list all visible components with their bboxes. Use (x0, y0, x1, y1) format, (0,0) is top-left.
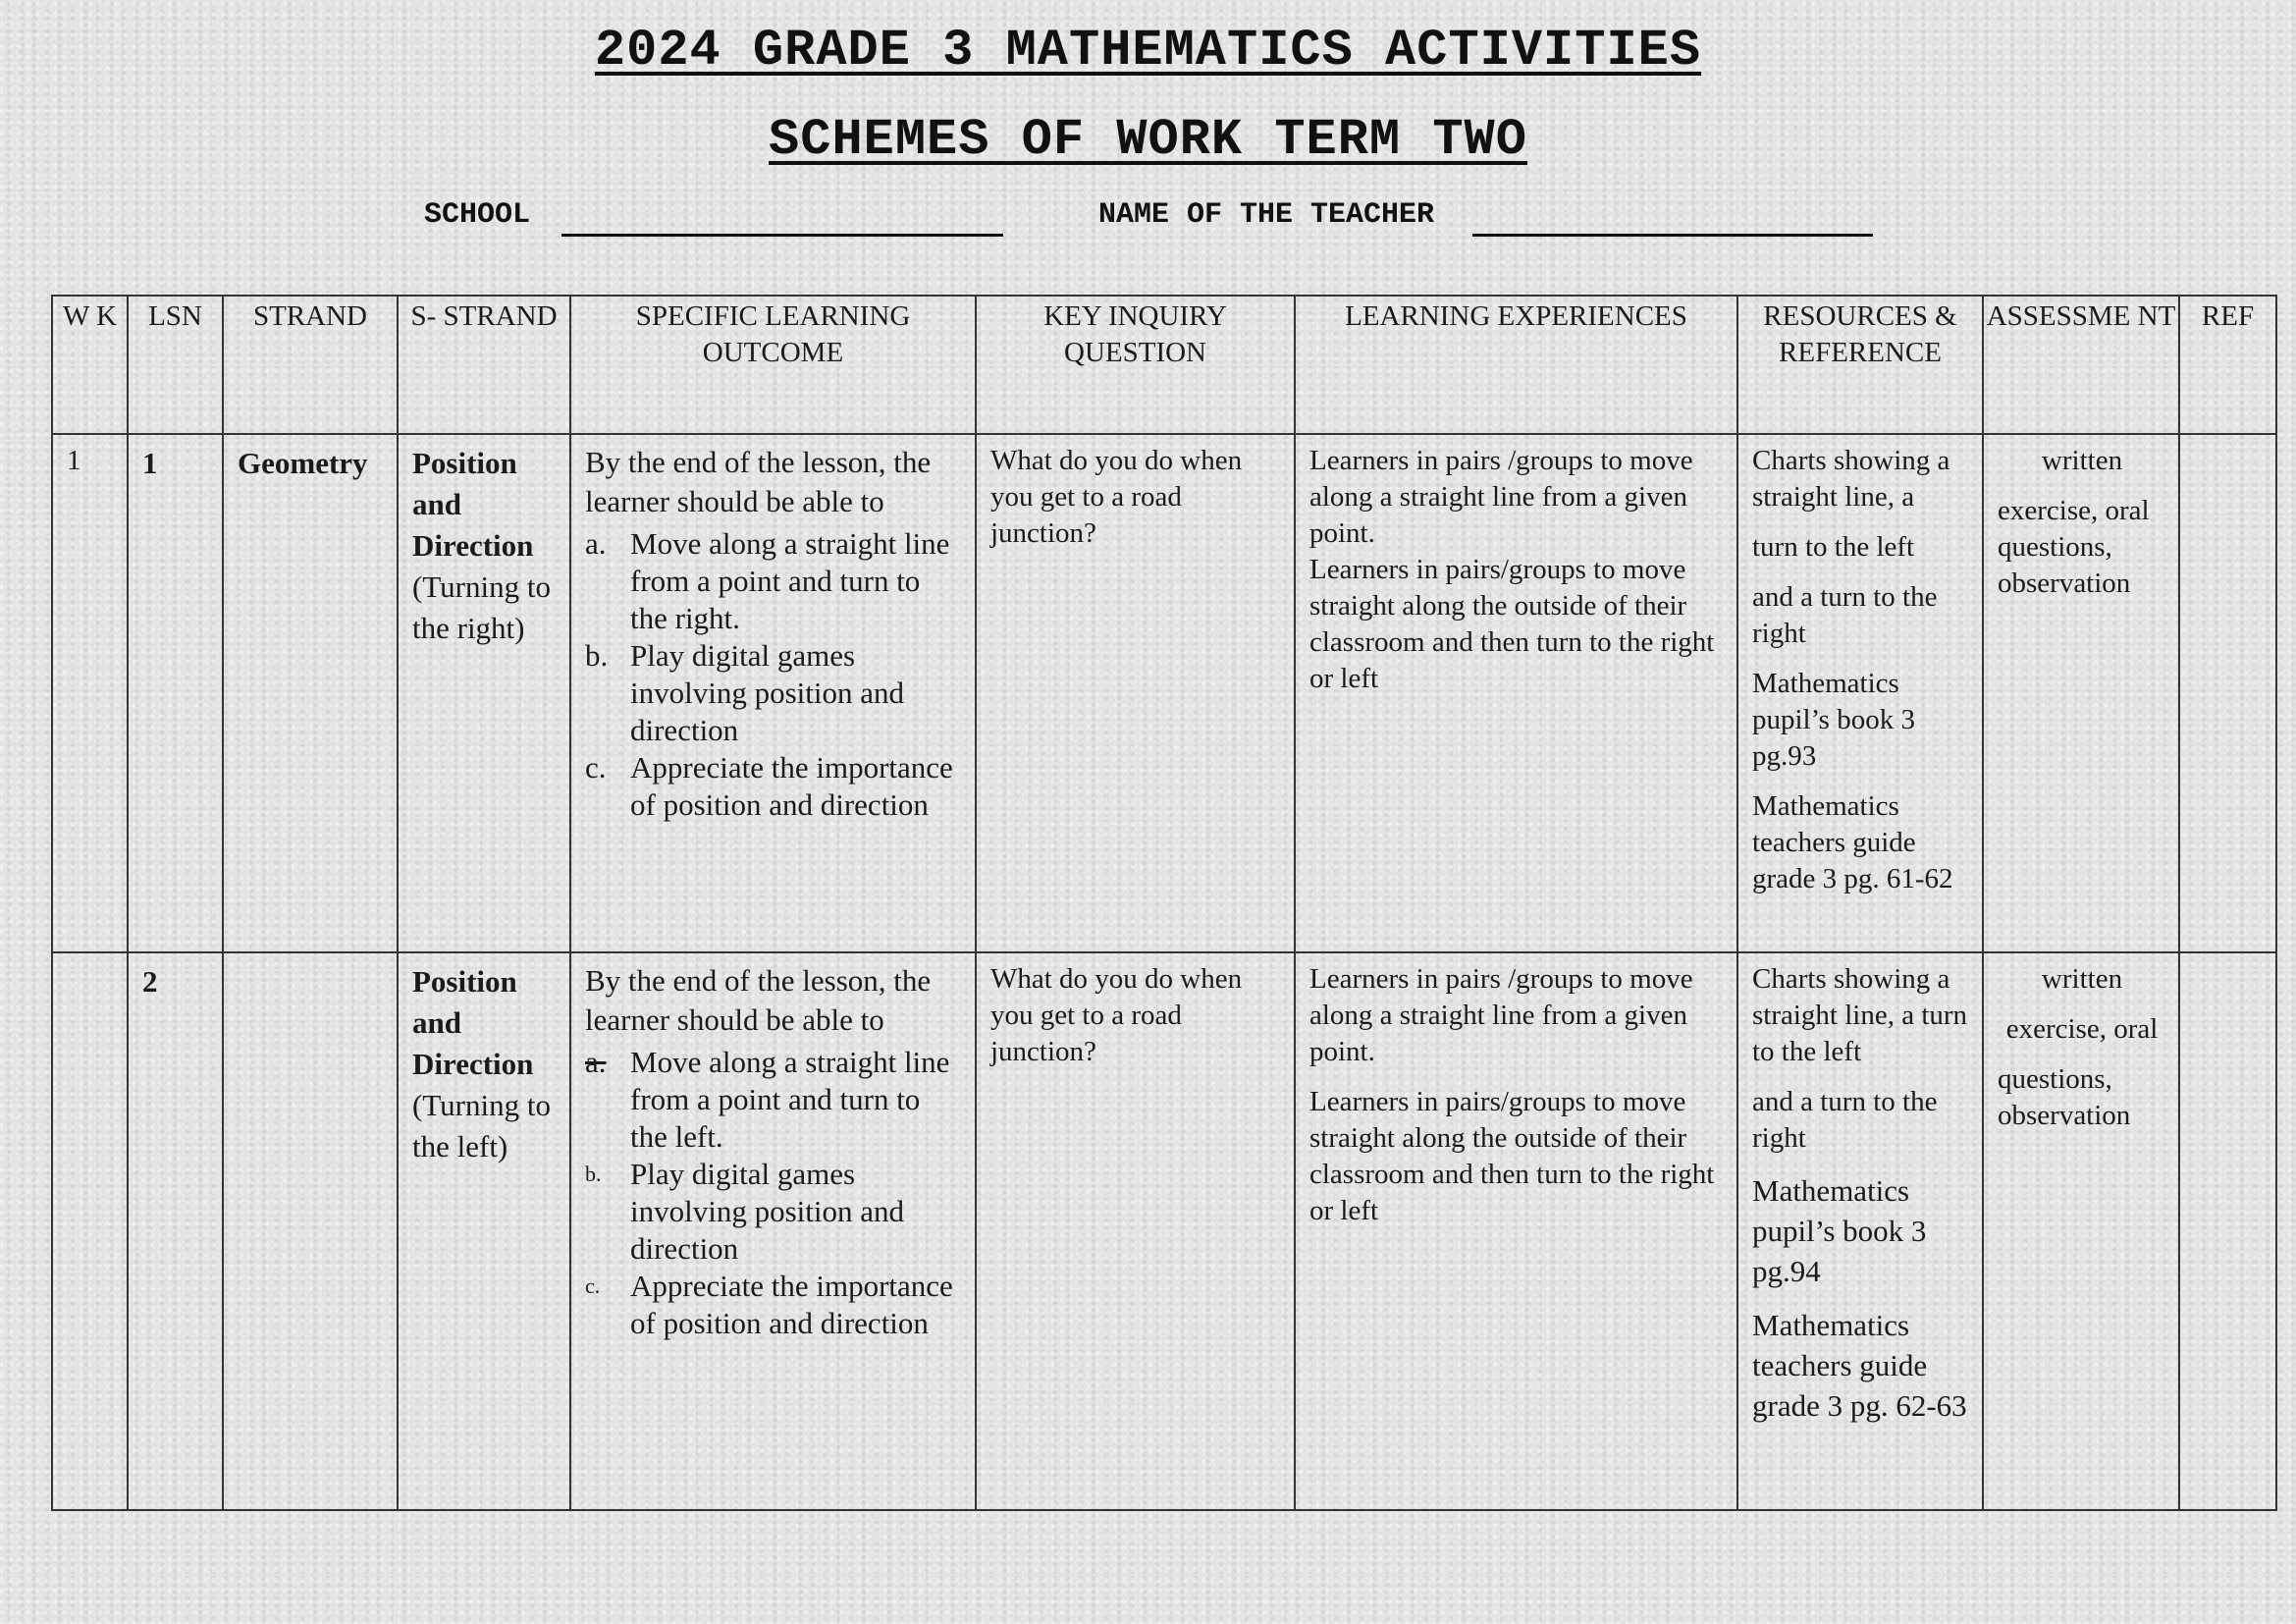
experience-item: Learners in pairs /groups to move along a straight line from a given point. (1309, 445, 1693, 549)
resource-item: Mathematics pupil’s book 3 pg.93 (1752, 668, 1915, 772)
resource-item: Charts showing a straight line, a turn to the left (1752, 963, 1968, 1067)
header-sub-strand: S- STRAND (398, 296, 570, 434)
document-subtitle: SCHEMES OF WORK TERM TWO (769, 111, 1527, 169)
slo-item (585, 525, 963, 637)
slo-text: Move along a straight line from a point and turn to the left. (630, 1045, 950, 1154)
slo-text: Play digital games involving position and direction (630, 638, 904, 747)
header-strand: STRAND (223, 296, 398, 434)
experience-item: Learners in pairs /groups to move along a straight line from a given point. (1309, 963, 1693, 1067)
slo-item (585, 1268, 963, 1342)
cell-assessment (1983, 952, 2179, 1510)
cell-sub-strand (398, 434, 570, 952)
header-experiences: LEARNING EXPERIENCES (1295, 296, 1737, 434)
assessment-item: written (2041, 445, 2123, 476)
header-lsn: LSN (128, 296, 223, 434)
assessment-item: exercise, oral questions, observation (1998, 495, 2150, 599)
resource-item: turn to the left (1752, 531, 1915, 563)
document-title: 2024 GRADE 3 MATHEMATICS ACTIVITIES (594, 22, 1702, 80)
cell-slo (570, 952, 976, 1510)
resource-item: and a turn to the right (1752, 1086, 1938, 1154)
slo-marker: c. (585, 750, 607, 785)
slo-item (585, 749, 963, 824)
assessment-item: written (2041, 963, 2123, 995)
cell-kiq: What do you do when you get to a road junction? (976, 434, 1295, 952)
cell-ref (2179, 434, 2276, 952)
resource-item: Mathematics teachers guide grade 3 pg. 61-62 (1752, 790, 1953, 894)
slo-text: Move along a straight line from a point and turn to the right. (630, 526, 950, 635)
teacher-label: NAME OF THE TEACHER (1098, 198, 1435, 232)
header-kiq: KEY INQUIRY QUESTION (976, 296, 1295, 434)
cell-slo (570, 434, 976, 952)
resource-item: Mathematics teachers guide grade 3 pg. 62-63 (1752, 1308, 1967, 1423)
cell-strand: Geometry (223, 434, 398, 952)
scheme-table (51, 295, 2277, 1511)
resource-item: Mathematics pupil’s book 3 pg.94 (1752, 1173, 1927, 1288)
cell-strand (223, 952, 398, 1510)
experience-item: Learners in pairs/groups to move straight along the outside of their classroom and then turn to the right or left (1309, 554, 1715, 694)
cell-resources (1737, 434, 1983, 952)
slo-intro: By the end of the lesson, the learner should be able to (585, 963, 932, 1037)
slo-text: Appreciate the importance of position and direction (630, 1269, 953, 1340)
header-resources: RESOURCES & REFERENCE (1737, 296, 1983, 434)
cell-assessment (1983, 434, 2179, 952)
slo-item (585, 1156, 963, 1268)
school-label: SCHOOL (424, 198, 531, 232)
resource-item: and a turn to the right (1752, 581, 1938, 649)
cell-sub-strand (398, 952, 570, 1510)
slo-intro: By the end of the lesson, the learner should be able to (585, 445, 932, 518)
slo-item (585, 1044, 963, 1156)
assessment-item: exercise, oral (2005, 1013, 2159, 1045)
sub-strand-title: Position and Direction (412, 964, 534, 1081)
cell-wk (52, 952, 128, 1510)
cell-lsn: 2 (128, 952, 223, 1510)
slo-text: Play digital games involving position and direction (630, 1157, 904, 1266)
cell-wk: 1 (52, 434, 128, 952)
slo-marker: b. (585, 1162, 602, 1186)
cell-experiences (1295, 952, 1737, 1510)
slo-list (585, 1044, 963, 1342)
header-ref: REF (2179, 296, 2276, 434)
header-assessment: ASSESSME NT (1983, 296, 2179, 434)
slo-marker: c. (585, 1273, 601, 1298)
sub-strand-title: Position and Direction (412, 446, 534, 563)
sub-strand-detail: (Turning to the right) (412, 569, 551, 645)
cell-experiences (1295, 434, 1737, 952)
header-slo: SPECIFIC LEARNING OUTCOME (570, 296, 976, 434)
teacher-blank-line (1472, 234, 1873, 237)
cell-resources (1737, 952, 1983, 1510)
header-wk: W K (52, 296, 128, 434)
slo-text: Appreciate the importance of position and direction (630, 750, 953, 822)
cell-lsn: 1 (128, 434, 223, 952)
slo-marker: a. (585, 1045, 607, 1079)
slo-item (585, 637, 963, 749)
table-row (52, 434, 2276, 952)
slo-list (585, 525, 963, 824)
resource-item: Charts showing a straight line, a (1752, 445, 1950, 513)
experience-item: Learners in pairs/groups to move straight along the outside of their classroom and then turn to the right or left (1309, 1086, 1715, 1226)
cell-kiq: What do you do when you get to a road junction? (976, 952, 1295, 1510)
header-row (52, 296, 2276, 434)
slo-marker: a. (585, 526, 607, 561)
school-blank-line (561, 234, 1003, 237)
table-row (52, 952, 2276, 1510)
slo-marker: b. (585, 638, 609, 673)
assessment-item: questions, observation (1998, 1063, 2131, 1131)
sub-strand-detail: (Turning to the left) (412, 1088, 551, 1164)
cell-ref (2179, 952, 2276, 1510)
